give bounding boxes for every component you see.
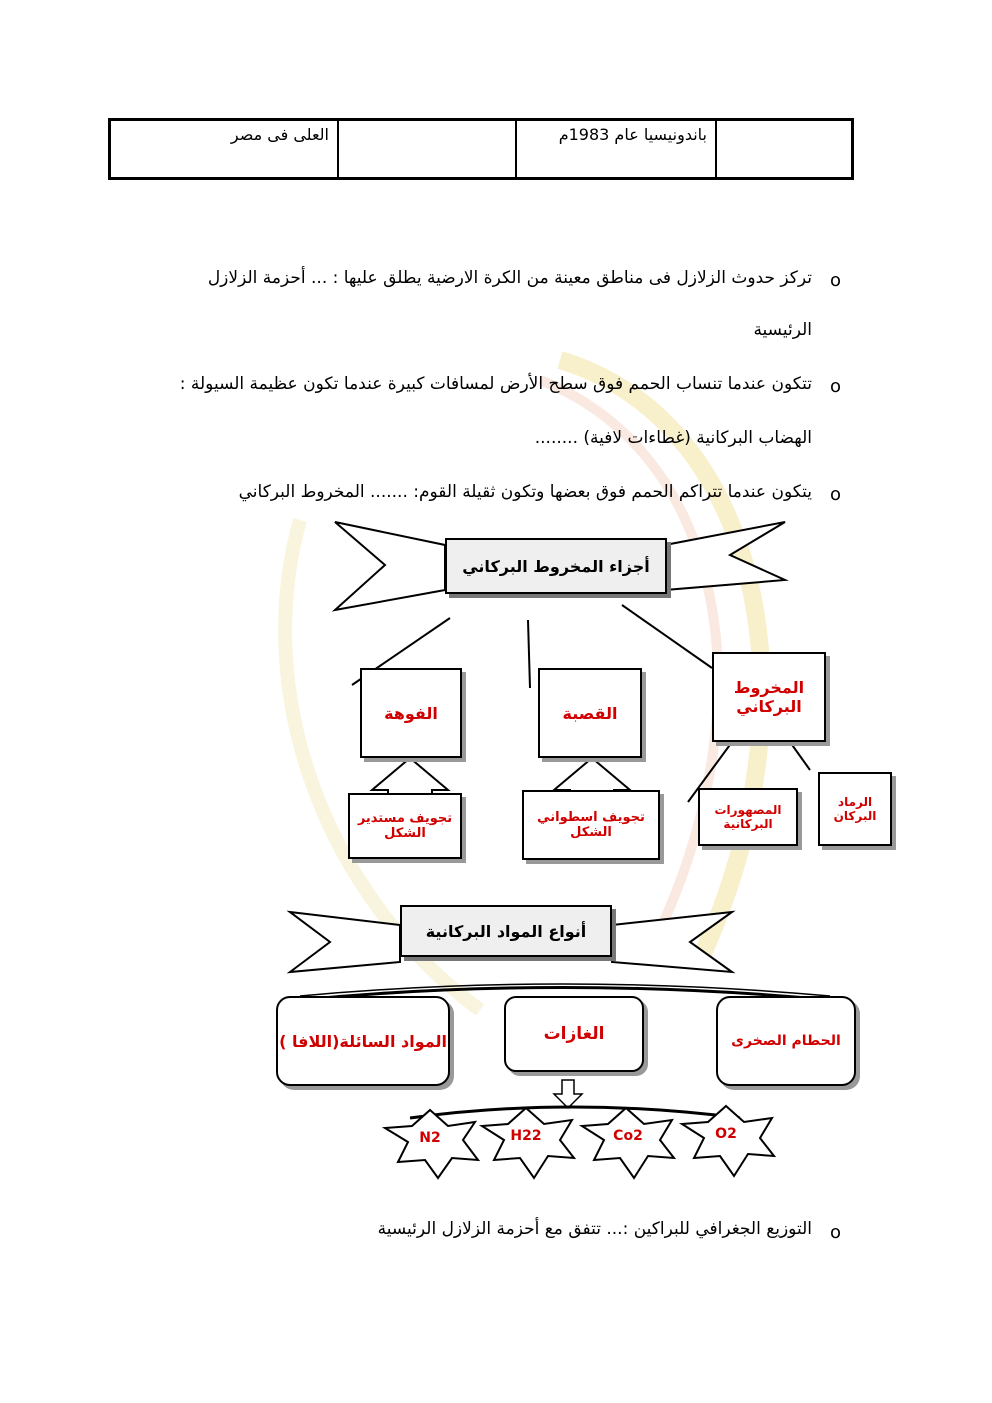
type-box-rock-debris: الحطام الصخرى [716,996,856,1086]
bullet-text: يتكون عندما تتراكم الحمم فوق بعضها وتكون ثقيلة القوم: ....... المخروط البركاني [238,482,812,502]
bullet-text: تركز حدوث الزلازل فى مناطق معينة من الكرة الارضية يطلق عليها : ... أحزمة الزلازل [207,268,812,288]
type-box-liquid-lava: المواد السائلة(اللافا ) [276,996,450,1086]
table-cell: العلى فى مصر [110,120,338,178]
material-box-ash: الرماد البركان [818,772,892,846]
part-box-cone: المخروط البركاني [712,652,826,742]
gas-label: Co2 [613,1128,643,1144]
bullet-text: التوزيع الجغرافي للبراكين :... تتفق مع أحزمة الزلازل الرئيسية [377,1219,812,1239]
gas-label: O2 [715,1126,737,1142]
bullet-circle-icon: o [830,1222,842,1243]
gas-label: H22 [510,1128,542,1144]
bullet-text: الرئيسية [753,320,812,340]
bullet-text: تتكون عندما تنساب الحمم فوق سطح الأرض لمسافات كبيرة عندما تكون عظيمة السيولة : [179,374,812,394]
type-box-gases: الغازات [504,996,644,1072]
bullet-circle-icon: o [830,484,842,505]
part-box-conduit: القصبة [538,668,642,758]
diagram-1-title: أجزاء المخروط البركاني [445,538,667,594]
part-box-crater: الفوهة [360,668,462,758]
desc-box-crater: تجويف مستدير الشكل [348,793,462,859]
table-cell: باندونيسيا عام 1983م [516,120,716,178]
bullet-circle-icon: o [830,376,842,397]
desc-box-conduit: تجويف اسطواني الشكل [522,790,660,860]
bullet-circle-icon: o [830,270,842,291]
material-box-lava: المصهورات البركانية [698,788,798,846]
bullet-text: الهضاب البركانية (غطاءات لافية) ........ [534,428,812,448]
diagram-2-title: أنواع المواد البركانية [400,905,612,957]
gas-label: N2 [419,1130,441,1146]
